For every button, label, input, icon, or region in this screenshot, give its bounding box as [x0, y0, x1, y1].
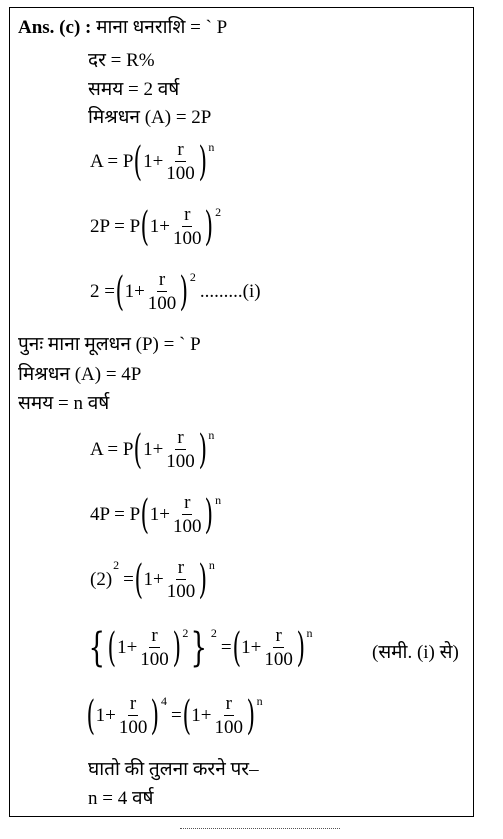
eq6-fraction	[165, 558, 198, 601]
equation-1	[90, 140, 214, 183]
eq8-num-right: r	[225, 693, 232, 714]
eq8-power-left: 4	[160, 694, 167, 708]
eq8-den-left: 100	[118, 717, 148, 738]
equation-6	[90, 558, 215, 601]
eq5-fraction	[171, 493, 204, 536]
eq4-den: 100	[166, 451, 195, 472]
eq8-den-right: 100	[214, 717, 243, 738]
eq7-den-right: 100	[264, 649, 293, 670]
rate-line: दर = R%	[88, 50, 155, 71]
equation-8	[86, 694, 263, 737]
eq7-power: n	[306, 626, 313, 640]
eq8-fraction-right	[212, 694, 245, 737]
eq1-lhs: A = P	[90, 150, 134, 172]
eq3-den: 100	[147, 293, 177, 314]
eq5-num: r	[184, 492, 191, 513]
brace-close: }	[190, 624, 208, 671]
answer-heading	[18, 17, 227, 39]
eq4-fraction	[164, 428, 197, 471]
eq1-num: r	[177, 139, 184, 160]
brace-open: {	[88, 624, 105, 671]
eq1-den: 100	[166, 163, 195, 184]
eq8-one-plus: 1+	[95, 704, 116, 726]
eq4-one-plus: 1+	[143, 438, 164, 460]
eq7-fraction-right	[262, 626, 295, 669]
eq7-fraction-left	[138, 626, 171, 669]
eq6-den: 100	[166, 581, 196, 602]
eq3-fraction	[146, 270, 179, 313]
paren-close: )	[198, 138, 207, 185]
eq7-one-plus-right: 1+	[241, 636, 262, 658]
eq6-one-plus: 1+	[143, 568, 164, 590]
equation-2	[90, 205, 221, 248]
equation-reference-note: (समी. (i) से)	[372, 642, 459, 663]
eq7-den-left: 100	[140, 649, 169, 670]
eq2-num: r	[184, 204, 191, 225]
eq5-one-plus: 1+	[149, 503, 170, 525]
result-line: n = 4 वर्ष	[88, 788, 154, 809]
eq1-power: n	[208, 140, 215, 154]
equation-7	[86, 626, 313, 669]
compare-line: घातो की तुलना करने पर–	[88, 759, 259, 780]
amount-line: मिश्रधन (A) = 2P	[88, 107, 212, 128]
eq4-lhs: A = P	[90, 438, 134, 460]
eq2-power: 2	[215, 205, 222, 219]
paren-close: )	[150, 692, 160, 739]
paren-open: (	[133, 138, 143, 185]
eq3-lhs: 2 =	[90, 280, 115, 302]
eq3-power: 2	[189, 270, 196, 284]
paren-open: (	[86, 692, 96, 739]
eq7-one-plus: 1+	[117, 636, 138, 658]
paren-close: )	[204, 491, 214, 538]
paren-close: )	[246, 692, 256, 739]
part2-amount: मिश्रधन (A) = 4P	[18, 364, 142, 385]
eq6-equals: =	[123, 568, 134, 590]
eq6-lhs-power: 2	[113, 558, 120, 572]
eq2-den: 100	[172, 228, 202, 249]
eq7-inner-power: 2	[182, 626, 189, 640]
eq1-fraction	[164, 140, 197, 183]
paren-open: (	[115, 268, 125, 315]
eq4-num: r	[177, 427, 184, 448]
paren-close: )	[204, 203, 214, 250]
equation-3	[90, 270, 261, 313]
eq5-lhs: 4P = P	[90, 503, 141, 525]
eq7-num-right: r	[275, 625, 282, 646]
paren-open: (	[140, 203, 150, 250]
eq2-lhs: 2P = P	[90, 215, 141, 237]
eq3-tag: .........(i)	[199, 280, 261, 302]
equation-5	[90, 493, 221, 536]
paren-open: (	[134, 556, 143, 603]
paren-close: )	[296, 624, 305, 671]
eq8-num-left: r	[129, 693, 137, 714]
eq5-power: n	[215, 493, 222, 507]
eq8-power-right: n	[256, 694, 263, 708]
eq3-one-plus: 1+	[124, 280, 145, 302]
eq6-power: n	[208, 558, 215, 572]
part2-line1: पुनः माना मूलधन (P) = ` P	[18, 334, 201, 355]
eq8-fraction-left	[117, 694, 150, 737]
time-line: समय = 2 वर्ष	[88, 79, 180, 100]
eq7-outer-power: 2	[210, 626, 217, 640]
paren-open: (	[140, 491, 150, 538]
eq2-fraction	[171, 205, 204, 248]
eq3-num: r	[158, 269, 166, 290]
paren-close: )	[172, 624, 181, 671]
equation-4	[90, 428, 214, 471]
eq7-equals: =	[220, 636, 232, 658]
assumption-text: माना धनराशि = ` P	[96, 17, 228, 38]
eq8-equals: =	[170, 704, 182, 726]
eq8-one-plus-right: 1+	[191, 704, 212, 726]
paren-close: )	[179, 268, 189, 315]
paren-open: (	[182, 692, 191, 739]
answer-label: Ans. (c) :	[18, 17, 92, 38]
footer-dotted-line	[180, 828, 340, 829]
eq6-lhs: (2)	[90, 568, 113, 590]
part2-time: समय = n वर्ष	[18, 393, 110, 414]
paren-close: )	[198, 556, 208, 603]
eq4-power: n	[208, 428, 215, 442]
eq7-num-left: r	[151, 625, 158, 646]
paren-open: (	[107, 624, 117, 671]
paren-close: )	[198, 426, 207, 473]
eq5-den: 100	[172, 516, 202, 537]
eq2-one-plus: 1+	[149, 215, 170, 237]
paren-open: (	[232, 624, 241, 671]
eq6-num: r	[177, 557, 185, 578]
paren-open: (	[133, 426, 143, 473]
eq1-one-plus: 1+	[143, 150, 164, 172]
